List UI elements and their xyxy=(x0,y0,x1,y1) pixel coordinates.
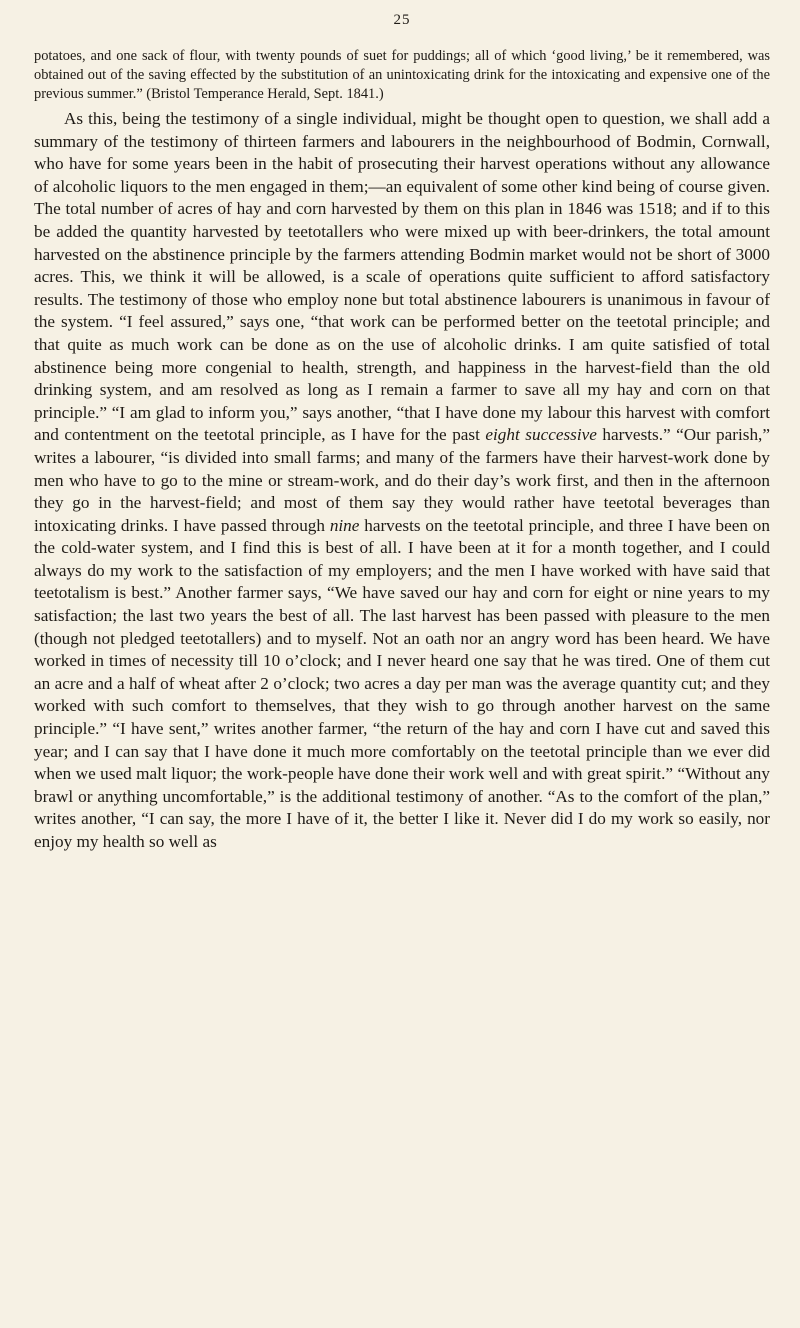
italic-word-nine: nine xyxy=(329,515,360,535)
quoted-passage: potatoes, and one sack of flour, with twenty pounds of suet for puddings; all of which ‘good living,’ be it remembered, was obtained out of the saving effected by the substitution of an unintoxicating drink for the intoxicating and expensive one of the previous summer.” (Bristol Temperance Herald, Sept. 1841.) xyxy=(34,48,770,102)
italic-phrase-eight-successive: eight successive xyxy=(485,425,597,445)
paragraph-text-continued: harvests.” “Our parish,” writes a labourer, “is divided into small farms; and many of the farmers have their harvest-work done by men who have to go to the mine or stream-work, and do their day’s work first, and then in the afternoon they go in the harvest-field; and most of them say they would rather have teetotal beverages than intoxicating drinks. I have passed through xyxy=(34,425,770,535)
page-number: 25 xyxy=(393,12,411,28)
body-paragraph xyxy=(34,108,770,854)
paragraph-text-final: harvests on the teetotal principle, and three I have been on the cold-water system, and I find this is best of all. I have been at it for a month together, and I could always do my work to the satisfaction of my employers; and the men I have worked with have said that teetotalism is best.” Another farmer says, “We have saved our hay and corn for eight or nine years to my satisfaction; the last two years the best of all. The last harvest has been passed with pleasure to the men (though not pledged teetotallers) and to myself. Not an oath nor an angry word has been heard. We have worked in times of necessity till 10 o’clock; and I never heard one say that he was tired. One of them cut an acre and a half of wheat after 2 o’clock; two acres a day per man was the average quantity cut; and they worked with such comfort to themselves, that they wish to go through another harvest on the same principle.” “I have sent,” writes another farmer, “the return of the hay and corn I have cut and saved this year; and I can say that I have done it much more comfortably on the teetotal principle than we ever did when we used malt liquor; the work-people have done their work well and with great spirit.” “Without any brawl or anything uncomfortable,” is the additional testimony of another. “As to the comfort of the plan,” writes another, “I can say, the more I have of it, the better I like it. Never did I do my work so easily, nor enjoy my health so well as xyxy=(34,515,770,851)
paragraph-text: As this, being the testimony of a single individual, might be thought open to question, we shall add a summary of the testimony of thirteen farmers and labourers in the neighbourhood of Bodmin, Cornwall, who have for some years been in the habit of prosecuting their harvest operations without any allowance of alcoholic liquors to the men engaged in them;—an equivalent of some other kind being of course given. The total number of acres of hay and corn harvested by them on this plan in 1846 was 1518; and if to this be added the quantity harvested by teetotallers who were mixed up with beer-drinkers, the total amount harvested on the abstinence principle by the farmers attending Bodmin market would not be short of 3000 acres. This, we think it will be allowed, is a scale of operations quite sufficient to afford satisfactory results. The testimony of those who employ none but total abstinence labourers is unanimous in favour of the system. “I feel assured,” says one, “that work can be performed better on the teetotal principle; and that quite as much work can be done as on the use of alcoholic drinks. I am quite satisfied of total abstinence being more congenial to health, strength, and happiness in the harvest-field than the old drinking system, and am resolved as long as I remain a farmer to save all my hay and corn on that principle.” “I am glad to inform you,” says another, “that I have done my labour this harvest with comfort and contentment on the teetotal principle, as I have for the past xyxy=(34,109,770,445)
